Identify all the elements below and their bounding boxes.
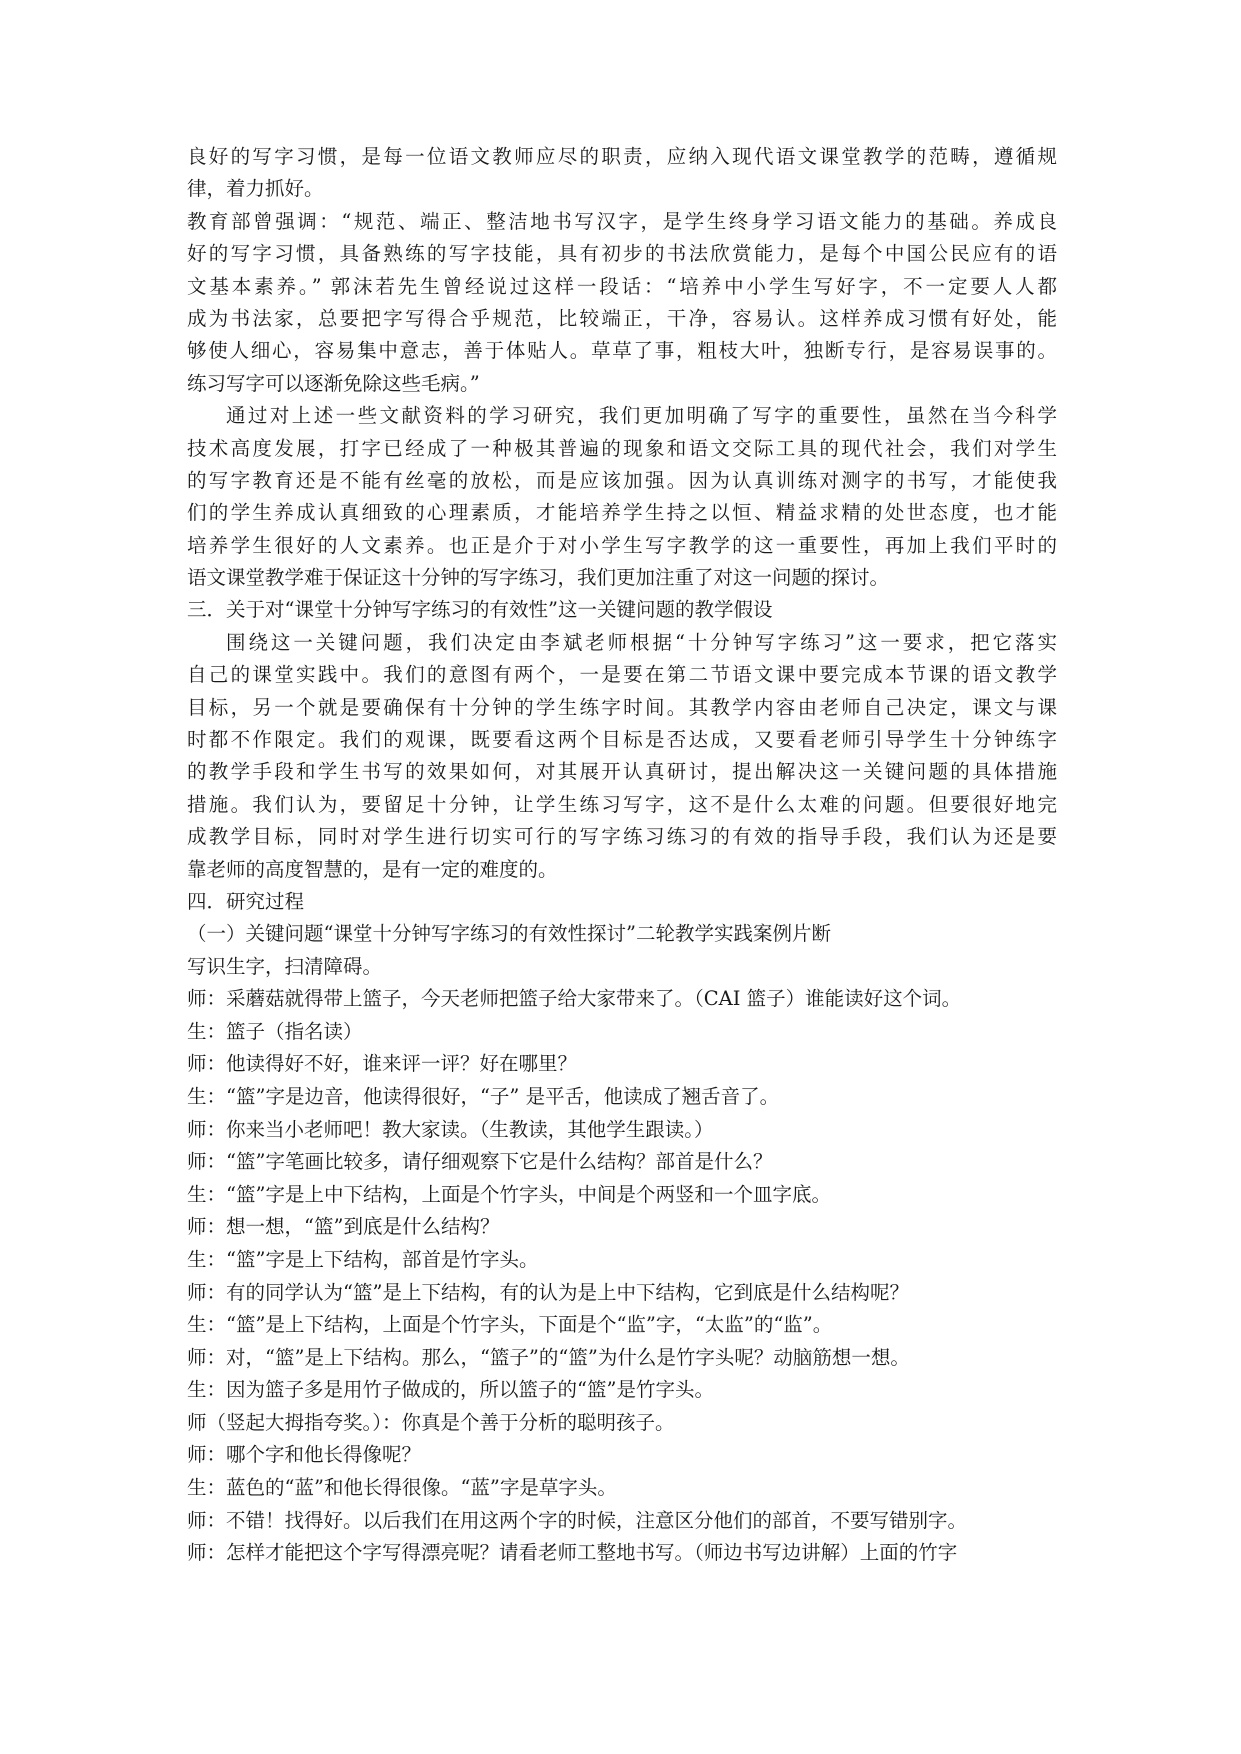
dialogue-line: 生：“篮”字是边音，他读得很好，“子” 是平舌，他读成了翘舌音了。 — [187, 1084, 780, 1108]
text-line: 措施。我们认为，要留足十分钟，让学生练习写字，这不是什么太难的问题。但要很好地完 — [187, 792, 1057, 816]
dialogue-line: 生：“篮”是上下结构，上面是个竹字头，下面是个“监”字，“太监”的“监”。 — [187, 1313, 833, 1337]
text-line: 培养学生很好的人文素养。也正是介于对小学生写字教学的这一重要性，再加上我们平时的 — [187, 533, 1057, 557]
dialogue-line: 生：“篮”字是上中下结构，上面是个竹字头，中间是个两竖和一个皿字底。 — [187, 1182, 831, 1206]
dialogue-line: 生：因为篮子多是用竹子做成的，所以篮子的“篮”是竹字头。 — [187, 1378, 714, 1402]
dialogue-line: 师：有的同学认为“篮”是上下结构，有的认为是上中下结构，它到底是什么结构呢？ — [187, 1280, 909, 1304]
text-line: 围绕这一关键问题，我们决定由李斌老师根据“十分钟写字练习”这一要求，把它落实 — [226, 630, 1057, 654]
text-line: 语文课堂教学难于保证这十分钟的写字练习，我们更加注重了对这一问题的探讨。 — [187, 566, 890, 590]
text-line: 成为书法家，总要把字写得合乎规范，比较端正，干净，容易认。这样养成习惯有好处，能 — [187, 306, 1057, 330]
text-line: 技术高度发展，打字已经成了一种极其普遍的现象和语文交际工具的现代社会，我们对学生 — [187, 436, 1057, 460]
text-line: 写识生字，扫清障碍。 — [187, 954, 383, 978]
text-line: 时都不作限定。我们的观课，既要看这两个目标是否达成，又要看老师引导学生十分钟练字 — [187, 728, 1057, 752]
dialogue-line: 师：“篮”字笔画比较多，请仔细观察下它是什么结构？部首是什么？ — [187, 1150, 773, 1174]
dialogue-line: 师：怎样才能把这个字写得漂亮呢？请看老师工整地书写。（师边书写边讲解）上面的竹字 — [187, 1541, 958, 1565]
text-line: 文基本素养。” 郭沫若先生曾经说过这样一段话：“培养中小学生写好字，不一定要人人都 — [187, 274, 1057, 298]
dialogue-line: 师：对，“篮”是上下结构。那么，“篮子”的“篮”为什么是竹字头呢？动脑筋想一想。 — [187, 1345, 910, 1369]
dialogue-line: 师：想一想，“篮”到底是什么结构？ — [187, 1215, 500, 1239]
text-line: 通过对上述一些文献资料的学习研究，我们更加明确了写字的重要性，虽然在当今科学 — [226, 404, 1057, 428]
dialogue-line: 师：他读得好不好，谁来评一评？好在哪里？ — [187, 1052, 578, 1076]
text-line: 成教学目标，同时对学生进行切实可行的写字练习练习的有效的指导手段，我们认为还是要 — [187, 825, 1057, 849]
text-line: 们的学生养成认真细致的心理素质，才能培养学生持之以恒、精益求精的处世态度，也才能 — [187, 501, 1057, 525]
text-line: 的教学手段和学生书写的效果如何，对其展开认真研讨，提出解决这一关键问题的具体措施 — [187, 760, 1057, 784]
dialogue-line: 师：不错！找得好。以后我们在用这两个字的时候，注意区分他们的部首，不要写错别字。 — [187, 1508, 968, 1532]
dialogue-line: 师（竖起大拇指夸奖。）：你真是个善于分析的聪明孩子。 — [187, 1410, 675, 1434]
text-line: 好的写字习惯，具备熟练的写字技能，具有初步的书法欣赏能力，是每个中国公民应有的语 — [187, 242, 1057, 266]
text-line: 教育部曾强调：“规范、端正、整洁地书写汉字，是学生终身学习语文能力的基础。养成良 — [187, 209, 1057, 233]
text-line: 目标，另一个就是要确保有十分钟的学生练字时间。其教学内容由老师自己决定，课文与课 — [187, 695, 1057, 719]
text-line: 靠老师的高度智慧的，是有一定的难度的。 — [187, 857, 558, 881]
text-line: 够使人细心，容易集中意志，善于体贴人。草草了事，粗枝大叶，独断专行，是容易误事的。 — [187, 339, 1057, 363]
dialogue-line: 生：蓝色的“蓝”和他长得很像。“蓝”字是草字头。 — [187, 1476, 617, 1500]
text-line: 的写字教育还是不能有丝毫的放松，而是应该加强。因为认真训练对测字的书写，才能使我 — [187, 468, 1057, 492]
dialogue-line: 师：采蘑菇就得带上篮子，今天老师把篮子给大家带来了。（CAI 篮子）谁能读好这个词。 — [187, 987, 962, 1011]
dialogue-line: 生：“篮”字是上下结构，部首是竹字头。 — [187, 1247, 539, 1271]
dialogue-line: 师：哪个字和他长得像呢？ — [187, 1443, 422, 1467]
subsection-heading: （一）关键问题“课堂十分钟写字练习的有效性探讨”二轮教学实践案例片断 — [187, 922, 831, 946]
section-heading: 三．关于对“课堂十分钟写字练习的有效性”这一关键问题的教学假设 — [187, 598, 773, 622]
document-body — [187, 141, 1057, 1570]
dialogue-line: 生：篮子（指名读） — [187, 1019, 363, 1043]
text-line: 练习写字可以逐渐免除这些毛病。” — [187, 371, 480, 395]
section-heading: 四．研究过程 — [187, 889, 305, 913]
text-line: 良好的写字习惯，是每一位语文教师应尽的职责，应纳入现代语文课堂教学的范畴，遵循规 — [187, 145, 1057, 168]
dialogue-line: 师：你来当小老师吧！教大家读。（生教读，其他学生跟读。） — [187, 1117, 714, 1141]
text-line: 自己的课堂实践中。我们的意图有两个，一是要在第二节语文课中要完成本节课的语文教学 — [187, 663, 1057, 687]
text-line: 律，着力抓好。 — [187, 177, 324, 201]
